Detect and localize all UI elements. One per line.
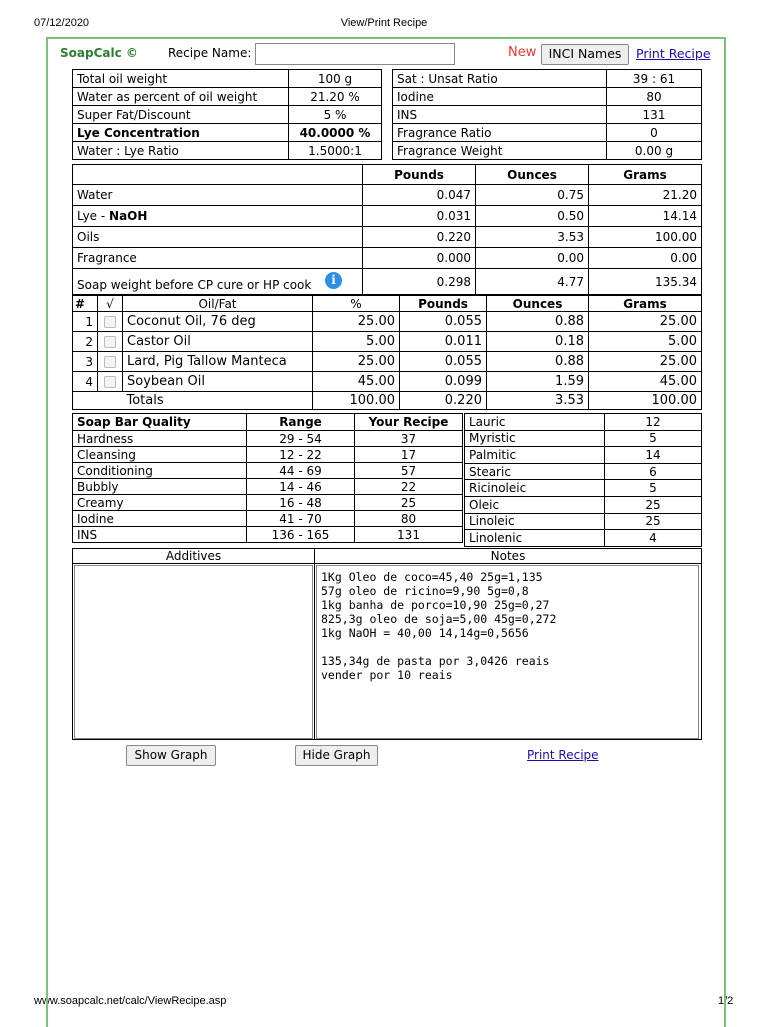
oil-checkbox-cell (98, 312, 123, 332)
weights-ounces: 4.77 (476, 269, 589, 295)
weights-label-cell (73, 185, 363, 206)
quality-name: Iodine (73, 511, 247, 527)
fatty-acid-name: Stearic (465, 463, 605, 480)
soap-quality-table (72, 413, 463, 543)
oils-totals-row (73, 392, 702, 410)
oil-pct: 25.00 (313, 312, 400, 332)
oil-grams: 25.00 (589, 312, 702, 332)
quality-name: INS (73, 527, 247, 543)
quality-range: 44 - 69 (247, 463, 355, 479)
fatty-acid-row (465, 530, 702, 547)
summary-value: 0 (607, 124, 702, 142)
weights-label-cell (73, 269, 363, 295)
weights-header-grams: Grams (589, 165, 702, 185)
fatty-acid-row (465, 447, 702, 464)
show-graph-button[interactable]: Show Graph (126, 745, 216, 766)
totals-pounds: 0.220 (400, 392, 487, 410)
oil-number: 4 (73, 372, 98, 392)
summary-label: Iodine (393, 88, 607, 106)
totals-blank (98, 392, 123, 410)
oil-checkbox[interactable] (104, 376, 116, 388)
summary-value: 80 (607, 88, 702, 106)
weights-row (73, 248, 702, 269)
weights-grams: 21.20 (589, 185, 702, 206)
summary-value: 21.20 % (289, 88, 382, 106)
oil-pounds: 0.055 (400, 352, 487, 372)
oil-checkbox-cell (98, 352, 123, 372)
fatty-acid-value: 5 (605, 480, 702, 497)
oil-number: 1 (73, 312, 98, 332)
additives-textarea[interactable] (74, 565, 313, 739)
summary-label: Fragrance Ratio (393, 124, 607, 142)
notes-textarea[interactable] (316, 565, 699, 739)
oil-name: Castor Oil (123, 332, 313, 352)
summary-row (393, 88, 702, 106)
fatty-acid-value: 5 (605, 430, 702, 447)
quality-header-range: Range (247, 414, 355, 431)
oil-ounces: 0.88 (487, 312, 589, 332)
weights-grams: 135.34 (589, 269, 702, 295)
totals-grams: 100.00 (589, 392, 702, 410)
summary-label: Water : Lye Ratio (73, 142, 289, 160)
summary-value: 39 : 61 (607, 70, 702, 88)
weights-grams: 14.14 (589, 206, 702, 227)
weights-label-cell (73, 227, 363, 248)
oil-pounds: 0.011 (400, 332, 487, 352)
oil-ounces: 0.88 (487, 352, 589, 372)
oil-pct: 5.00 (313, 332, 400, 352)
weights-table (72, 164, 702, 295)
weights-label: Lye - (77, 209, 110, 223)
fatty-acid-row (465, 496, 702, 513)
quality-range: 12 - 22 (247, 447, 355, 463)
weights-row (73, 185, 702, 206)
quality-row (73, 431, 463, 447)
weights-label-cell (73, 248, 363, 269)
oil-name: Lard, Pig Tallow Manteca (123, 352, 313, 372)
weights-label: Fragrance (77, 251, 137, 265)
summary-label: Total oil weight (73, 70, 289, 88)
hide-graph-button[interactable]: Hide Graph (295, 745, 378, 766)
fatty-acid-name: Palmitic (465, 447, 605, 464)
weights-pounds: 0.031 (363, 206, 476, 227)
weights-pounds: 0.220 (363, 227, 476, 248)
quality-value: 37 (355, 431, 463, 447)
weights-ounces: 3.53 (476, 227, 589, 248)
print-title: View/Print Recipe (340, 17, 428, 29)
quality-name: Hardness (73, 431, 247, 447)
weights-label-cell (73, 206, 363, 227)
weights-label-bold: NaOH (109, 209, 148, 223)
weights-label: Oils (77, 230, 100, 244)
weights-grams: 100.00 (589, 227, 702, 248)
summary-left-table (72, 69, 382, 160)
quality-name: Conditioning (73, 463, 247, 479)
fatty-acid-row (465, 513, 702, 530)
quality-range: 41 - 70 (247, 511, 355, 527)
fatty-acid-name: Ricinoleic (465, 480, 605, 497)
summary-row (73, 70, 382, 88)
oil-name: Coconut Oil, 76 deg (123, 312, 313, 332)
fatty-acid-value: 6 (605, 463, 702, 480)
oil-checkbox-cell (98, 372, 123, 392)
oil-number: 2 (73, 332, 98, 352)
summary-label: INS (393, 106, 607, 124)
weights-label: Water (77, 188, 113, 202)
oil-ounces: 1.59 (487, 372, 589, 392)
oils-header-1: √ (98, 296, 123, 312)
quality-row (73, 511, 463, 527)
quality-value: 131 (355, 527, 463, 543)
fatty-acid-name: Myristic (465, 430, 605, 447)
oil-grams: 5.00 (589, 332, 702, 352)
weights-header-ounces: Ounces (476, 165, 589, 185)
weights-grams: 0.00 (589, 248, 702, 269)
totals-ounces: 3.53 (487, 392, 589, 410)
quality-row (73, 479, 463, 495)
quality-row (73, 447, 463, 463)
print-recipe-link-top[interactable]: Print Recipe (636, 46, 711, 61)
summary-label: Sat : Unsat Ratio (393, 70, 607, 88)
weights-pounds: 0.047 (363, 185, 476, 206)
summary-value: 131 (607, 106, 702, 124)
oil-row (73, 372, 702, 392)
weights-header-pounds: Pounds (363, 165, 476, 185)
summary-row (73, 142, 382, 160)
quality-value: 57 (355, 463, 463, 479)
weights-ounces: 0.75 (476, 185, 589, 206)
recipe-name-label: Recipe Name: (168, 46, 252, 60)
weights-header-blank (73, 165, 363, 185)
quality-range: 29 - 54 (247, 431, 355, 447)
quality-row (73, 527, 463, 543)
oils-table (72, 295, 702, 410)
oil-row (73, 332, 702, 352)
summary-row (393, 142, 702, 160)
totals-label: Totals (123, 392, 313, 410)
weights-ounces: 0.50 (476, 206, 589, 227)
weights-pounds: 0.000 (363, 248, 476, 269)
oil-pounds: 0.099 (400, 372, 487, 392)
fatty-acid-name: Linolenic (465, 530, 605, 547)
quality-header-recipe: Your Recipe (355, 414, 463, 431)
summary-label: Super Fat/Discount (73, 106, 289, 124)
print-date: 07/12/2020 (34, 17, 90, 29)
fatty-acid-value: 4 (605, 530, 702, 547)
fatty-acid-row (465, 463, 702, 480)
summary-label: Water as percent of oil weight (73, 88, 289, 106)
weights-row (73, 227, 702, 248)
quality-row (73, 495, 463, 511)
summary-row (393, 70, 702, 88)
summary-value: 100 g (289, 70, 382, 88)
oil-checkbox-cell (98, 332, 123, 352)
quality-range: 136 - 165 (247, 527, 355, 543)
fatty-acid-row (465, 430, 702, 447)
summary-row (73, 124, 382, 142)
info-icon[interactable]: i (325, 272, 342, 289)
quality-value: 17 (355, 447, 463, 463)
quality-value: 80 (355, 511, 463, 527)
oil-pounds: 0.055 (400, 312, 487, 332)
recipe-name-input[interactable] (255, 43, 455, 65)
totals-pct: 100.00 (313, 392, 400, 410)
oils-header-0: # (73, 296, 98, 312)
oil-row (73, 352, 702, 372)
print-page: 1/2 (718, 995, 734, 1007)
fatty-acids-table (464, 413, 702, 547)
fatty-acid-name: Lauric (465, 414, 605, 431)
quality-value: 25 (355, 495, 463, 511)
oils-header-4: Pounds (400, 296, 487, 312)
fatty-acid-row (465, 480, 702, 497)
summary-value: 5 % (289, 106, 382, 124)
oils-header-5: Ounces (487, 296, 589, 312)
oil-ounces: 0.18 (487, 332, 589, 352)
oil-grams: 45.00 (589, 372, 702, 392)
oils-header-2: Oil/Fat (123, 296, 313, 312)
summary-row (393, 124, 702, 142)
oil-name: Soybean Oil (123, 372, 313, 392)
new-badge: New (508, 45, 537, 60)
quality-name: Creamy (73, 495, 247, 511)
summary-value: 1.5000:1 (289, 142, 382, 160)
weights-row (73, 269, 702, 295)
fatty-acid-name: Linoleic (465, 513, 605, 530)
summary-label: Fragrance Weight (393, 142, 607, 160)
fatty-acid-value: 14 (605, 447, 702, 464)
quality-name: Bubbly (73, 479, 247, 495)
quality-range: 16 - 48 (247, 495, 355, 511)
fatty-acid-value: 12 (605, 414, 702, 431)
oil-pct: 45.00 (313, 372, 400, 392)
oil-pct: 25.00 (313, 352, 400, 372)
brand-logo: SoapCalc © (60, 46, 138, 60)
additives-header: Additives (73, 549, 315, 564)
quality-range: 14 - 46 (247, 479, 355, 495)
totals-blank (73, 392, 98, 410)
fatty-acid-name: Oleic (465, 496, 605, 513)
weights-pounds: 0.298 (363, 269, 476, 295)
fatty-acid-value: 25 (605, 513, 702, 530)
print-recipe-link-bottom[interactable]: Print Recipe (527, 748, 599, 762)
print-url: www.soapcalc.net/calc/ViewRecipe.asp (34, 995, 227, 1007)
weights-label: Soap weight before CP cure or HP cook (77, 277, 312, 292)
summary-value: 40.0000 % (289, 124, 382, 142)
weights-ounces: 0.00 (476, 248, 589, 269)
oil-checkbox[interactable] (104, 356, 116, 368)
summary-right-table (392, 69, 702, 160)
oils-header-6: Grams (589, 296, 702, 312)
summary-row (393, 106, 702, 124)
fatty-acid-row (465, 414, 702, 431)
notes-header: Notes (315, 549, 702, 564)
oils-header-3: % (313, 296, 400, 312)
summary-label: Lye Concentration (73, 124, 289, 142)
quality-header-name: Soap Bar Quality (73, 414, 247, 431)
summary-row (73, 88, 382, 106)
oil-checkbox[interactable] (104, 316, 116, 328)
oil-number: 3 (73, 352, 98, 372)
summary-value: 0.00 g (607, 142, 702, 160)
weights-row (73, 206, 702, 227)
oil-grams: 25.00 (589, 352, 702, 372)
inci-names-button[interactable]: INCI Names (541, 44, 629, 65)
oil-checkbox[interactable] (104, 336, 116, 348)
quality-row (73, 463, 463, 479)
fatty-acid-value: 25 (605, 496, 702, 513)
quality-name: Cleansing (73, 447, 247, 463)
summary-row (73, 106, 382, 124)
quality-value: 22 (355, 479, 463, 495)
oil-row (73, 312, 702, 332)
